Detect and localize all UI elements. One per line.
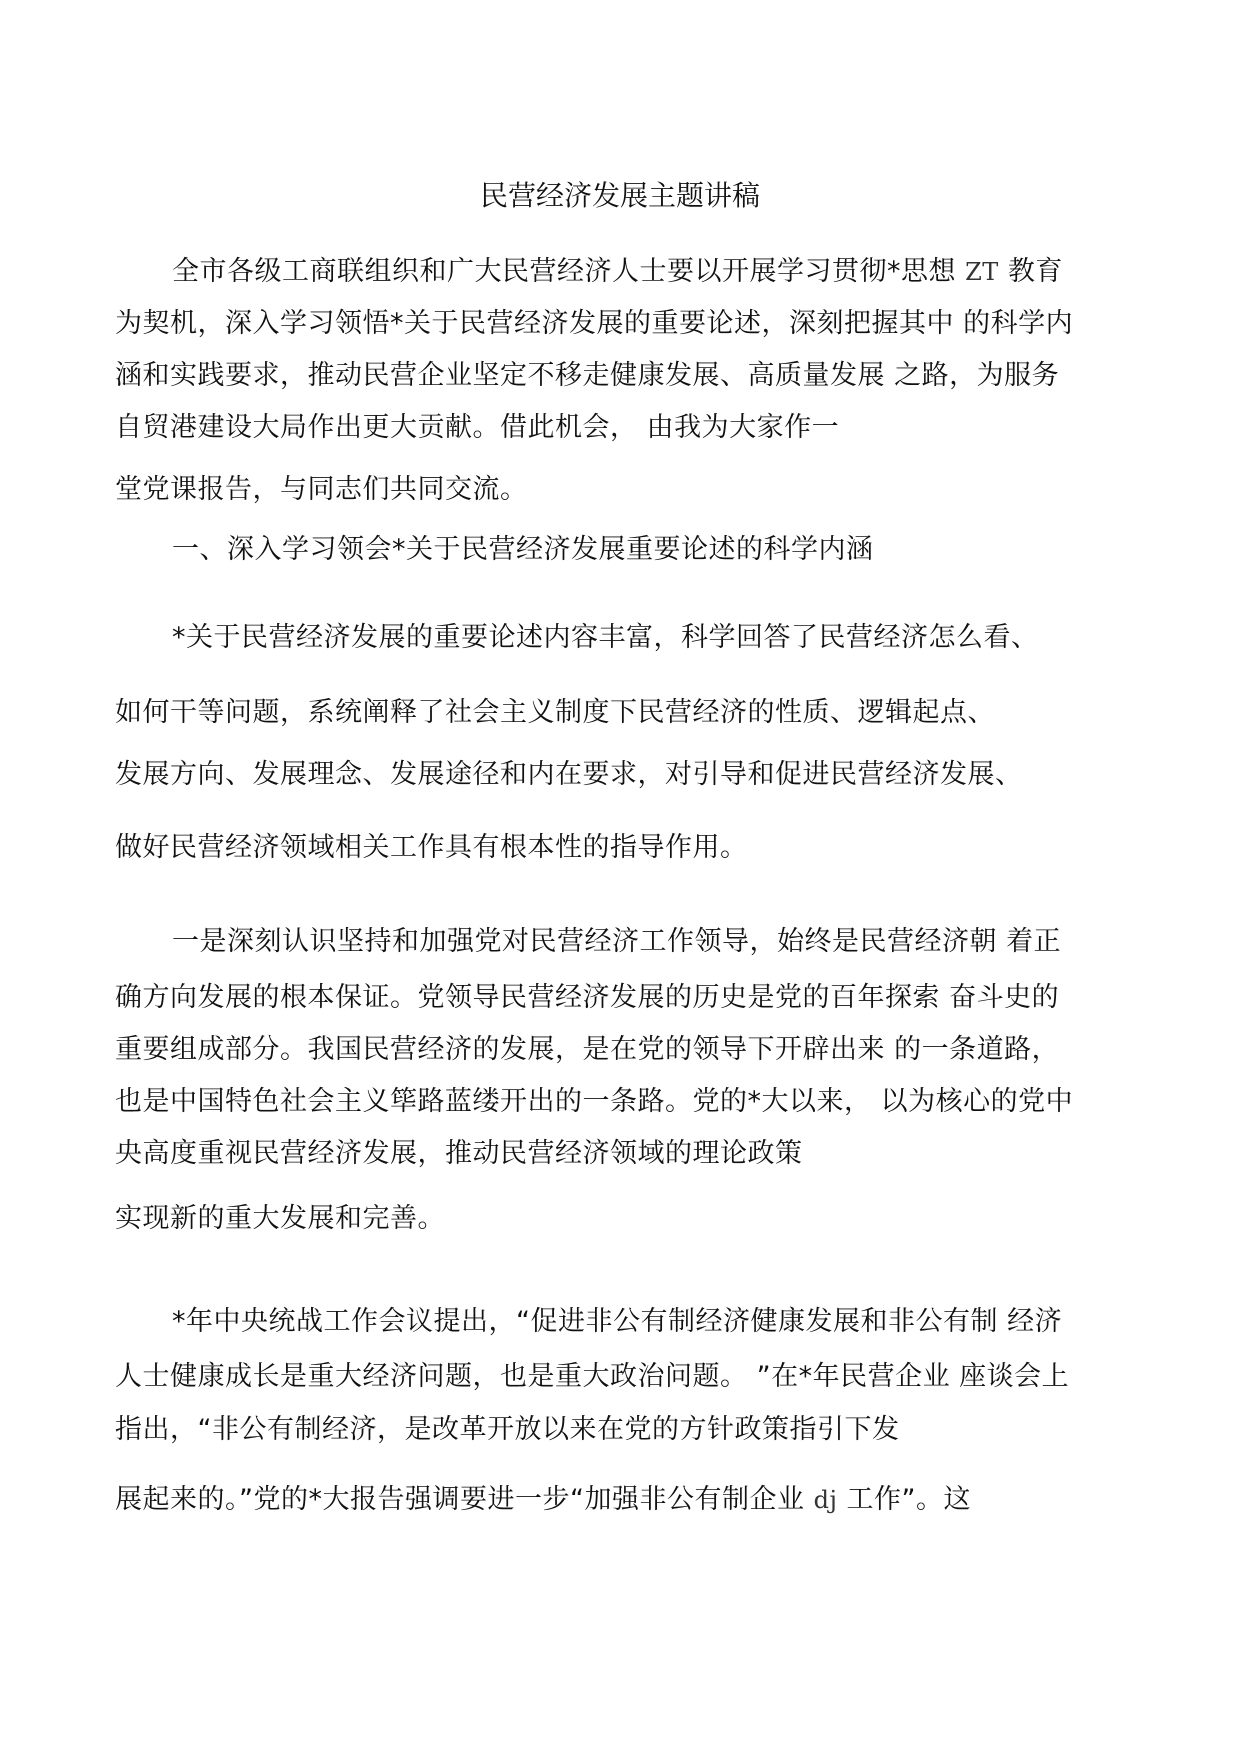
paragraph-2-line-4: 做好民营经济领域相关工作具有根本性的指导作用。 bbox=[115, 832, 748, 863]
paragraph-2-line-3: 发展方向、发展理念、发展途径和内在要求，对引导和促进民营经济发展、 bbox=[115, 759, 1023, 790]
paragraph-3-line-1: 一是深刻认识坚持和加强党对民营经济工作领导，始终是民营经济朝 着正 bbox=[172, 926, 1062, 957]
text-segment: 展起来的。”党的*大报告强调要进一步“加强非公有制企业 bbox=[115, 1484, 805, 1515]
paragraph-4-line-2: 人士健康成长是重大经济问题，也是重大政治问题。 ”在*年民营企业 座谈会上 bbox=[115, 1361, 1070, 1392]
text-segment: 教育 bbox=[1007, 256, 1063, 287]
section-heading: 一、深入学习领会*关于民营经济发展重要论述的科学内涵 bbox=[172, 534, 874, 565]
paragraph-4-line-3: 指出，“非公有制经济，是改革开放以来在党的方针政策指引下发 bbox=[115, 1414, 900, 1445]
paragraph-4-line-4 bbox=[115, 1480, 971, 1520]
paragraph-2-line-2: 如何干等问题，系统阐释了社会主义制度下民营经济的性质、逻辑起点、 bbox=[115, 697, 995, 728]
text-segment: 全市各级工商联组织和广大民营经济人士要以开展学习贯彻*思想 bbox=[172, 256, 956, 287]
paragraph-3-line-6: 实现新的重大发展和完善。 bbox=[115, 1203, 445, 1234]
document-title: 民营经济发展主题讲稿 bbox=[479, 179, 760, 212]
paragraph-4-line-1: *年中央统战工作会议提出，“促进非公有制经济健康发展和非公有制 经济 bbox=[172, 1306, 1063, 1337]
paragraph-3-line-2: 确方向发展的根本保证。党领导民营经济发展的历史是党的百年探索 奋斗史的 bbox=[115, 982, 1060, 1013]
paragraph-3-line-4: 也是中国特色社会主义筚路蓝缕开出的一条路。党的*大以来， 以为核心的党中 bbox=[115, 1086, 1074, 1117]
latin-abbreviation: dj bbox=[813, 1486, 838, 1514]
latin-abbreviation: ZT bbox=[965, 258, 999, 286]
paragraph-1-line-5: 堂党课报告，与同志们共同交流。 bbox=[115, 474, 528, 505]
paragraph-2-line-1: *关于民营经济发展的重要论述内容丰富，科学回答了民营经济怎么看、 bbox=[172, 622, 1039, 653]
paragraph-1-line-3: 涵和实践要求，推动民营企业坚定不移走健康发展、高质量发展 之路，为服务 bbox=[115, 360, 1060, 391]
paragraph-1-line-2: 为契机，深入学习领悟*关于民营经济发展的重要论述，深刻把握其中 的科学内 bbox=[115, 308, 1074, 339]
paragraph-3-line-3: 重要组成部分。我国民营经济的发展，是在党的领导下开辟出来 的一条道路， bbox=[115, 1034, 1060, 1065]
text-segment: 工作”。这 bbox=[846, 1484, 971, 1515]
paragraph-1-line-4: 自贸港建设大局作出更大贡献。借此机会， 由我为大家作一 bbox=[115, 412, 840, 443]
paragraph-1-line-1 bbox=[172, 252, 1063, 292]
paragraph-3-line-5: 央高度重视民营经济发展，推动民营经济领域的理论政策 bbox=[115, 1138, 803, 1169]
